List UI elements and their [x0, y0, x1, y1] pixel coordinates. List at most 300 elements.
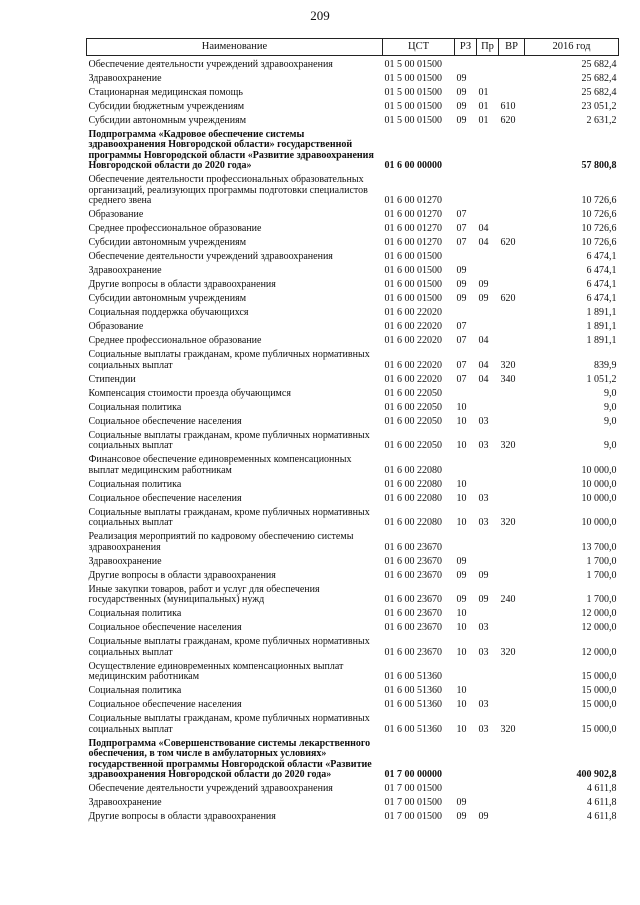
row-sum: 6 474,1: [586, 279, 617, 290]
row-vr: [499, 735, 525, 781]
row-pr: 04: [478, 359, 489, 371]
row-sum: 9,0: [604, 387, 617, 399]
table-header-row: [87, 39, 619, 56]
table-row: [87, 427, 619, 452]
row-name: Здравоохранение: [88, 265, 162, 276]
row-sum: 10 000,0: [581, 478, 617, 490]
table-row: [87, 263, 619, 277]
row-pr: [477, 606, 499, 620]
row-vr: [499, 319, 525, 333]
row-rz: 10: [456, 440, 467, 451]
row-rz: 10: [456, 699, 467, 710]
row-rz: 09: [456, 265, 467, 276]
row-rz: 07: [456, 223, 467, 234]
row-pr: [477, 683, 499, 697]
row-name: Обеспечение деятельности учреждений здравоохранения: [88, 783, 333, 794]
row-pr: [477, 529, 499, 554]
row-sum: 10 000,0: [581, 464, 617, 476]
table-row: [87, 620, 619, 634]
row-name: Среднее профессиональное образование: [88, 223, 262, 234]
row-cst: 01 6 00 22050: [384, 401, 442, 413]
row-sum: 6 474,1: [586, 251, 617, 262]
row-cst: 01 6 00 51360: [384, 671, 442, 682]
row-name: Иные закупки товаров, работ и услуг для обеспечения государственных (муниципальных) нужд: [88, 583, 320, 605]
row-sum: 15 000,0: [581, 723, 617, 735]
row-vr: [499, 70, 525, 84]
table-row: [87, 553, 619, 567]
table-row: [87, 249, 619, 263]
row-sum: 10 726,6: [581, 237, 617, 248]
row-cst: 01 6 00 01500: [384, 265, 442, 276]
row-sum: 10 726,6: [581, 223, 617, 234]
row-name: Социальная политика: [88, 608, 182, 619]
row-vr: [499, 567, 525, 581]
row-vr: 620: [500, 293, 516, 304]
table-row: [87, 172, 619, 207]
table-row: [87, 207, 619, 221]
row-name: Другие вопросы в области здравоохранения: [88, 569, 276, 581]
row-name: Социальные выплаты гражданам, кроме публичных нормативных социальных выплат: [88, 713, 370, 735]
page-number: 209: [310, 8, 330, 23]
table-row: [87, 634, 619, 659]
table-row: [87, 795, 619, 809]
row-vr: 240: [500, 594, 516, 605]
row-vr: 320: [500, 440, 516, 451]
row-vr: [499, 56, 525, 71]
row-pr: [477, 781, 499, 795]
row-vr: [499, 249, 525, 263]
row-rz: [455, 172, 477, 207]
row-rz: 09: [456, 100, 467, 112]
row-vr: [499, 84, 525, 98]
row-sum: 12 000,0: [581, 646, 617, 658]
row-rz: 07: [456, 335, 467, 346]
row-vr: 320: [500, 517, 516, 528]
row-pr: [477, 399, 499, 413]
row-rz: 10: [456, 401, 467, 413]
row-rz: 09: [456, 114, 467, 126]
row-rz: 10: [456, 622, 467, 633]
row-rz: 09: [456, 569, 467, 581]
row-pr: 04: [478, 373, 489, 385]
row-vr: [499, 620, 525, 634]
row-cst: 01 6 00 22080: [384, 517, 442, 528]
row-sum: 10 000,0: [581, 517, 617, 528]
row-vr: 320: [500, 646, 516, 658]
row-cst: 01 6 00 22050: [384, 440, 442, 451]
row-rz: 10: [456, 517, 467, 528]
row-vr: [499, 683, 525, 697]
row-pr: 03: [478, 415, 489, 427]
row-sum: 1 891,1: [586, 307, 617, 318]
row-pr: 03: [478, 723, 489, 735]
row-pr: 01: [478, 114, 489, 126]
row-cst: 01 6 00 01270: [384, 237, 442, 248]
row-vr: [499, 795, 525, 809]
row-rz: 07: [456, 359, 467, 371]
row-sum: 6 474,1: [586, 293, 617, 304]
row-pr: 04: [478, 237, 489, 248]
row-sum: 12 000,0: [581, 622, 617, 633]
row-cst: 01 5 00 01500: [384, 72, 442, 84]
table-row: [87, 452, 619, 477]
row-vr: [499, 277, 525, 291]
table-row: [87, 385, 619, 399]
row-cst: 01 6 00 22080: [384, 464, 442, 476]
row-rz: [455, 126, 477, 172]
row-rz: [455, 529, 477, 554]
row-name: Субсидии автономным учреждениям: [88, 237, 247, 248]
row-name: Стипендии: [88, 373, 136, 385]
row-sum: 1 700,0: [586, 555, 617, 567]
row-name: Субсидии автономным учреждениям: [88, 114, 247, 126]
row-vr: 340: [500, 373, 516, 385]
row-sum: 25 682,4: [581, 86, 617, 98]
table-row: [87, 221, 619, 235]
row-pr: [477, 305, 499, 319]
row-rz: 09: [456, 555, 467, 567]
row-name: Субсидии бюджетным учреждениям: [88, 100, 245, 112]
row-name: Социальное обеспечение населения: [88, 622, 242, 633]
row-name: Социальные выплаты гражданам, кроме публичных нормативных социальных выплат: [88, 349, 370, 371]
row-pr: 09: [478, 569, 489, 581]
row-cst: 01 7 00 00000: [384, 769, 442, 780]
row-name: Социальное обеспечение населения: [88, 492, 242, 504]
row-pr: [477, 172, 499, 207]
row-sum: 10 726,6: [581, 195, 617, 206]
row-vr: [499, 476, 525, 490]
table-row: [87, 126, 619, 172]
row-name: Образование: [88, 209, 144, 220]
row-pr: 03: [478, 646, 489, 658]
row-vr: [499, 172, 525, 207]
table-row: [87, 319, 619, 333]
row-vr: [499, 781, 525, 795]
table-row: [87, 711, 619, 736]
row-sum: 10 000,0: [581, 492, 617, 504]
row-sum: 1 700,0: [586, 594, 617, 605]
row-cst: 01 6 00 23670: [384, 555, 442, 567]
row-rz: 10: [456, 608, 467, 619]
row-cst: 01 5 00 01500: [384, 114, 442, 126]
row-pr: 03: [478, 517, 489, 528]
row-sum: 15 000,0: [581, 699, 617, 710]
row-cst: 01 5 00 01500: [384, 100, 442, 112]
row-rz: 07: [456, 237, 467, 248]
row-cst: 01 6 00 23670: [384, 622, 442, 633]
table-row: [87, 490, 619, 504]
table-row: [87, 235, 619, 249]
row-name: Другие вопросы в области здравоохранения: [88, 811, 276, 822]
row-name: Здравоохранение: [88, 797, 162, 808]
row-cst: 01 6 00 22050: [384, 415, 442, 427]
table-row: [87, 333, 619, 347]
table-row: [87, 84, 619, 98]
table-row: [87, 291, 619, 305]
table-row: [87, 529, 619, 554]
table-row: [87, 581, 619, 606]
row-name: Здравоохранение: [88, 555, 162, 567]
row-sum: 1 051,2: [586, 373, 617, 385]
row-cst: 01 6 00 23670: [384, 569, 442, 581]
table-row: [87, 399, 619, 413]
column-header-name: Наименование: [87, 39, 383, 56]
row-name: Реализация мероприятий по кадровому обеспечению системы здравоохранения: [88, 531, 354, 553]
row-pr: [477, 658, 499, 683]
row-rz: [455, 249, 477, 263]
row-name: Образование: [88, 321, 144, 332]
row-cst: 01 6 00 00000: [384, 160, 442, 171]
row-sum: 400 902,8: [576, 769, 617, 780]
table-row: [87, 112, 619, 126]
row-cst: 01 6 00 51360: [384, 723, 442, 735]
row-name: Социальная политика: [88, 401, 182, 413]
row-cst: 01 6 00 22020: [384, 335, 442, 346]
row-pr: [477, 476, 499, 490]
row-vr: [499, 697, 525, 711]
row-cst: 01 6 00 51360: [384, 685, 442, 696]
row-name: Подпрограмма «Кадровое обеспечение системы здравоохранения Новгородской области» государственной программы Новгородской области «Развитие здравоохранения Новгородской области до 2020 года»: [88, 128, 374, 171]
row-name: Социальные выплаты гражданам, кроме публичных нормативных социальных выплат: [88, 636, 370, 658]
row-vr: 320: [500, 723, 516, 735]
row-cst: 01 7 00 01500: [384, 811, 442, 822]
row-sum: 9,0: [604, 415, 617, 427]
row-pr: 04: [478, 223, 489, 234]
row-cst: 01 6 00 01270: [384, 223, 442, 234]
row-pr: [477, 263, 499, 277]
row-pr: 01: [478, 100, 489, 112]
row-rz: 10: [456, 685, 467, 696]
row-cst: 01 5 00 01500: [384, 86, 442, 98]
row-cst: 01 6 00 22080: [384, 492, 442, 504]
row-pr: [477, 249, 499, 263]
row-vr: [499, 658, 525, 683]
row-cst: 01 6 00 51360: [384, 699, 442, 710]
row-sum: 10 726,6: [581, 209, 617, 220]
row-vr: [499, 529, 525, 554]
column-header-rz: РЗ: [455, 39, 477, 56]
row-rz: 09: [456, 72, 467, 84]
row-cst: 01 6 00 01500: [384, 293, 442, 304]
table-row: [87, 70, 619, 84]
row-name: Социальные выплаты гражданам, кроме публичных нормативных социальных выплат: [88, 506, 370, 528]
row-cst: 01 6 00 23670: [384, 541, 442, 553]
row-pr: [477, 385, 499, 399]
row-pr: 03: [478, 492, 489, 504]
row-cst: 01 6 00 01270: [384, 195, 442, 206]
row-rz: [455, 56, 477, 71]
table-row: [87, 371, 619, 385]
row-cst: 01 6 00 23670: [384, 594, 442, 605]
row-rz: 10: [456, 723, 467, 735]
row-sum: 13 700,0: [581, 541, 617, 553]
row-rz: [455, 305, 477, 319]
row-pr: [477, 319, 499, 333]
row-rz: 10: [456, 492, 467, 504]
row-rz: 09: [456, 594, 467, 605]
row-rz: 10: [456, 478, 467, 490]
column-header-year: 2016 год: [525, 39, 619, 56]
row-cst: 01 7 00 01500: [384, 783, 442, 794]
row-vr: [499, 263, 525, 277]
row-pr: [477, 735, 499, 781]
row-rz: 09: [456, 797, 467, 808]
row-sum: 25 682,4: [581, 58, 617, 70]
row-pr: [477, 70, 499, 84]
row-vr: 320: [500, 359, 516, 371]
row-name: Социальная поддержка обучающихся: [88, 307, 249, 318]
row-sum: 1 891,1: [586, 335, 617, 346]
table-row: [87, 735, 619, 781]
column-header-cst: ЦСТ: [383, 39, 455, 56]
table-row: [87, 504, 619, 529]
row-rz: 09: [456, 293, 467, 304]
row-rz: 07: [456, 209, 467, 220]
row-cst: 01 6 00 22080: [384, 478, 442, 490]
row-cst: 01 5 00 01500: [384, 58, 442, 70]
row-vr: [499, 606, 525, 620]
row-rz: 09: [456, 279, 467, 290]
row-sum: 4 611,8: [586, 797, 617, 808]
row-rz: 09: [456, 811, 467, 822]
row-rz: [455, 452, 477, 477]
row-pr: 04: [478, 335, 489, 346]
row-sum: 9,0: [604, 401, 617, 413]
row-cst: 01 6 00 22050: [384, 387, 442, 399]
column-header-vr: ВР: [499, 39, 525, 56]
row-pr: 09: [478, 279, 489, 290]
row-name: Обеспечение деятельности профессиональных образовательных организаций, реализующих программы подготовки специалистов среднего звена: [88, 174, 368, 206]
row-pr: [477, 126, 499, 172]
table-row: [87, 683, 619, 697]
row-name: Социальная политика: [88, 685, 182, 696]
row-cst: 01 6 00 01500: [384, 251, 442, 262]
row-rz: [455, 658, 477, 683]
row-pr: 09: [478, 811, 489, 822]
row-rz: 07: [456, 373, 467, 385]
row-name: Стационарная медицинская помощь: [88, 86, 243, 98]
table-row: [87, 56, 619, 71]
row-rz: 07: [456, 321, 467, 332]
row-rz: [455, 385, 477, 399]
row-cst: 01 6 00 22020: [384, 307, 442, 318]
row-pr: 09: [478, 594, 489, 605]
row-vr: [499, 809, 525, 823]
table-row: [87, 658, 619, 683]
table-row: [87, 606, 619, 620]
row-vr: [499, 126, 525, 172]
row-name: Подпрограмма «Совершенствование системы лекарственного обеспечения, в том числе в амбулаторных условиях» государственной программы Новгородской области «Развитие здравоохранения Новгородской области до 2020 года»: [88, 737, 372, 780]
row-sum: 15 000,0: [581, 671, 617, 682]
row-vr: [499, 385, 525, 399]
row-sum: 1 700,0: [586, 569, 617, 581]
row-sum: 12 000,0: [581, 608, 617, 619]
table-row: [87, 809, 619, 823]
column-header-pr: Пр: [477, 39, 499, 56]
row-cst: 01 6 00 01270: [384, 209, 442, 220]
row-vr: [499, 399, 525, 413]
row-sum: 2 631,2: [586, 114, 617, 126]
row-sum: 23 051,2: [581, 100, 617, 112]
row-vr: [499, 452, 525, 477]
row-rz: 10: [456, 415, 467, 427]
table-row: [87, 98, 619, 112]
row-name: Среднее профессиональное образование: [88, 335, 262, 346]
row-rz: [455, 735, 477, 781]
row-pr: [477, 452, 499, 477]
row-sum: 15 000,0: [581, 685, 617, 696]
row-name: Компенсация стоимости проезда обучающимся: [88, 387, 291, 399]
row-pr: [477, 56, 499, 71]
row-name: Социальное обеспечение населения: [88, 699, 242, 710]
row-pr: 01: [478, 86, 489, 98]
row-cst: 01 6 00 22020: [384, 373, 442, 385]
row-vr: 620: [500, 237, 516, 248]
row-rz: 09: [456, 86, 467, 98]
row-sum: 25 682,4: [581, 72, 617, 84]
row-name: Социальная политика: [88, 478, 182, 490]
row-sum: 57 800,8: [581, 160, 617, 171]
row-name: Обеспечение деятельности учреждений здравоохранения: [88, 251, 333, 262]
row-rz: [455, 781, 477, 795]
row-sum: 1 891,1: [586, 321, 617, 332]
row-sum: 839,9: [594, 359, 617, 371]
row-name: Здравоохранение: [88, 72, 162, 84]
row-cst: 01 6 00 01500: [384, 279, 442, 290]
row-rz: 10: [456, 646, 467, 658]
table-row: [87, 305, 619, 319]
row-cst: 01 6 00 22020: [384, 359, 442, 371]
row-cst: 01 6 00 23670: [384, 608, 442, 619]
row-pr: [477, 795, 499, 809]
row-pr: [477, 207, 499, 221]
row-name: Финансовое обеспечение единовременных компенсационных выплат медицинским работникам: [88, 454, 352, 476]
table-body: [87, 56, 619, 823]
row-sum: 6 474,1: [586, 265, 617, 276]
row-pr: 03: [478, 699, 489, 710]
table-row: [87, 347, 619, 372]
table-row: [87, 781, 619, 795]
table-row: [87, 413, 619, 427]
table-row: [87, 476, 619, 490]
row-sum: 4 611,8: [586, 811, 617, 822]
table-row: [87, 567, 619, 581]
row-pr: 03: [478, 622, 489, 633]
row-cst: 01 6 00 22020: [384, 321, 442, 332]
row-name: Социальные выплаты гражданам, кроме публичных нормативных социальных выплат: [88, 429, 370, 451]
row-vr: [499, 305, 525, 319]
row-vr: [499, 221, 525, 235]
row-cst: 01 7 00 01500: [384, 797, 442, 808]
row-name: Другие вопросы в области здравоохранения: [88, 279, 276, 290]
row-vr: [499, 490, 525, 504]
row-name: Обеспечение деятельности учреждений здравоохранения: [88, 58, 333, 70]
row-pr: 03: [478, 440, 489, 451]
row-sum: 4 611,8: [586, 783, 617, 794]
row-vr: [499, 333, 525, 347]
row-vr: [499, 207, 525, 221]
row-pr: 09: [478, 293, 489, 304]
row-sum: 9,0: [604, 440, 617, 451]
budget-table: [86, 38, 619, 823]
row-pr: [477, 553, 499, 567]
row-vr: [499, 413, 525, 427]
row-name: Осуществление единовременных компенсационных выплат медицинским работникам: [88, 660, 344, 682]
table-row: [87, 277, 619, 291]
row-name: Социальное обеспечение населения: [88, 415, 242, 427]
row-name: Субсидии автономным учреждениям: [88, 293, 247, 304]
row-cst: 01 6 00 23670: [384, 646, 442, 658]
